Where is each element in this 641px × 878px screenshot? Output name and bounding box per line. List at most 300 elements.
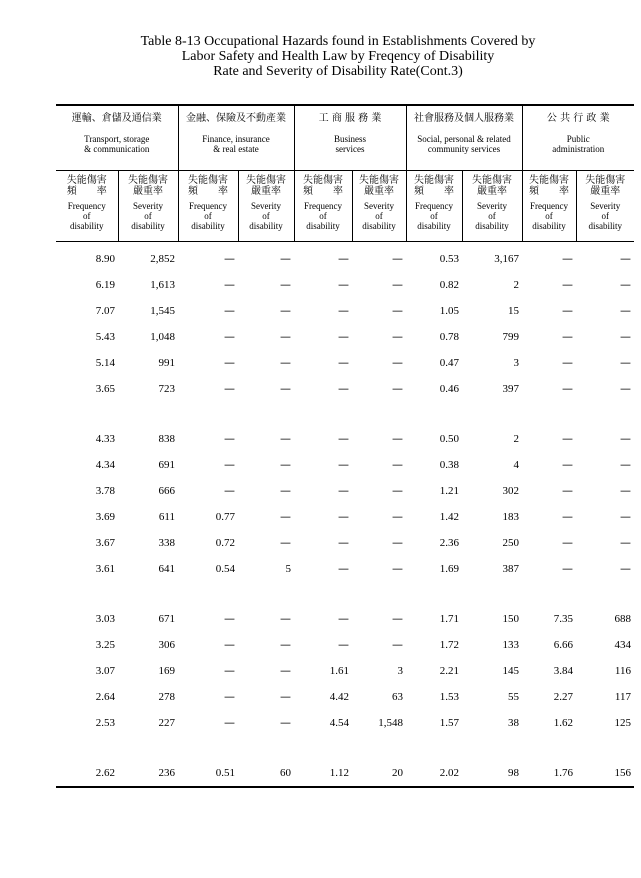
table-cell: 0.72 [215, 537, 235, 549]
table-cell: 0.51 [178, 760, 238, 787]
table-cell: — [280, 664, 291, 677]
table-cell: — [392, 536, 403, 549]
table-row [56, 242, 634, 273]
group-header-social [406, 105, 522, 171]
sub-en [354, 201, 405, 231]
table-row [56, 272, 634, 298]
table-row [56, 478, 634, 504]
table-cell: — [224, 484, 235, 497]
table-cell: — [224, 304, 235, 317]
table-cell: 63 [392, 691, 403, 703]
table-cell: 2,852 [150, 253, 175, 265]
table-cell: 169 [158, 665, 175, 677]
table-cell: 2.27 [553, 691, 573, 703]
sub-header-row [56, 171, 634, 242]
sub-en-line1: Severity [477, 201, 507, 211]
spacer-cell [462, 736, 522, 760]
table-cell: 60 [238, 760, 294, 787]
table-cell: 1.72 [439, 639, 459, 651]
table-row [56, 710, 634, 736]
table-row [56, 556, 634, 582]
table-cell: 0.82 [439, 279, 459, 291]
sub-zh-line2: 嚴重率 [133, 186, 163, 197]
table-cell: 117 [614, 691, 631, 703]
table-cell: — [224, 278, 235, 291]
sub-en-line1: Severity [590, 201, 621, 211]
group-en-line1: Business [333, 134, 366, 144]
table-cell: 8.90 [95, 253, 115, 265]
table-cell: — [392, 638, 403, 651]
table-row [56, 504, 634, 530]
table-cell: 0.77 [215, 511, 235, 523]
spacer-cell [294, 736, 352, 760]
table-cell: 799 [502, 331, 519, 343]
spacer-cell [238, 736, 294, 760]
group-en-line1: Transport, storage [84, 134, 150, 144]
table-cell: — [224, 356, 235, 369]
table-cell: 3.03 [95, 613, 115, 625]
sub-en-line3: disability [475, 221, 509, 231]
sub-en-line1: Frequency [189, 201, 227, 211]
sub-en-line2: of [601, 211, 609, 221]
table-cell: 1.69 [439, 563, 459, 575]
table-cell: 125 [614, 717, 631, 729]
sub-en [180, 201, 237, 231]
table-cell: — [620, 562, 631, 575]
spacer-cell [522, 402, 576, 426]
table-cell: — [620, 484, 631, 497]
table-cell: 2.02 [406, 760, 462, 787]
sub-zh [296, 175, 351, 197]
sub-en-line3: disability [131, 221, 165, 231]
table-cell: — [392, 252, 403, 265]
table-cell: 5 [285, 563, 291, 575]
table-cell: 641 [158, 563, 175, 575]
sub-en [408, 201, 461, 231]
table-cell: — [280, 510, 291, 523]
table-cell: — [392, 278, 403, 291]
group-header-transport [56, 105, 178, 171]
table-cell: — [338, 612, 349, 625]
table-row [56, 684, 634, 710]
table-cell: — [338, 252, 349, 265]
table-cell: 666 [158, 485, 175, 497]
table-cell: — [338, 356, 349, 369]
table-cell: 5.43 [95, 331, 115, 343]
table-cell: — [224, 690, 235, 703]
table-cell: 38 [508, 717, 519, 729]
sub-en [296, 201, 351, 231]
table-cell: 3.67 [95, 537, 115, 549]
sub-zh [120, 175, 177, 197]
table-cell: 1.05 [439, 305, 459, 317]
table-cell: — [620, 536, 631, 549]
table-cell: — [562, 382, 573, 395]
sub-en-line2: of [262, 211, 270, 221]
table-cell: 1.62 [553, 717, 573, 729]
sub-en-line1: Severity [364, 201, 394, 211]
group-en-line1: Finance, insurance [202, 134, 270, 144]
sub-zh [464, 175, 521, 197]
table-cell: 1.12 [294, 760, 352, 787]
sub-en-line2: of [545, 211, 553, 221]
spacer-cell [462, 582, 522, 606]
table-cell: — [280, 638, 291, 651]
spacer-cell [56, 402, 118, 426]
table-row [56, 426, 634, 452]
table-cell: — [280, 432, 291, 445]
table-cell: 611 [158, 511, 175, 523]
spacer-cell [352, 736, 406, 760]
spacer-cell [56, 736, 118, 760]
sub-en-line1: Frequency [415, 201, 453, 211]
title-line-2: Labor Safety and Health Law by Freqency of Disability [181, 49, 495, 64]
sub-zh-line1: 失能傷害 [128, 175, 168, 186]
table-cell: 0.53 [439, 253, 459, 265]
table-cell: 6.19 [95, 279, 115, 291]
table-cell: 3.69 [95, 511, 115, 523]
table-cell: — [280, 278, 291, 291]
severity-header [118, 171, 178, 242]
spacer-cell [238, 582, 294, 606]
sub-zh-line1: 失能傷害 [585, 175, 626, 186]
spacer-cell [352, 402, 406, 426]
table-cell: — [392, 432, 403, 445]
table-cell: 116 [614, 665, 631, 677]
table-cell: 1.21 [439, 485, 459, 497]
table-cell: 3.61 [95, 563, 115, 575]
table-cell: 2.62 [56, 760, 118, 787]
sub-zh-line2: 嚴重率 [590, 186, 621, 197]
table-cell: 1.53 [439, 691, 459, 703]
table-cell: — [224, 664, 235, 677]
table-cell: 4.33 [95, 433, 115, 445]
table-cell: 2 [513, 279, 519, 291]
sub-zh-line1: 失能傷害 [359, 175, 399, 186]
table-cell: 156 [576, 760, 634, 787]
table-cell: — [280, 252, 291, 265]
group-en [57, 134, 177, 154]
table-cell: 1,613 [150, 279, 175, 291]
table-cell: — [392, 458, 403, 471]
table-cell: — [224, 252, 235, 265]
spacer-cell [118, 736, 178, 760]
sub-zh-line2: 嚴重率 [251, 186, 281, 197]
table-cell: 1,548 [378, 717, 403, 729]
spacer-cell [576, 402, 634, 426]
sub-en [578, 201, 634, 231]
table-cell: — [338, 536, 349, 549]
spacer-cell [118, 402, 178, 426]
sub-en-line3: disability [191, 221, 225, 231]
table-cell: 15 [508, 305, 519, 317]
table-cell: — [620, 252, 631, 265]
table-cell: 2.53 [95, 717, 115, 729]
table-cell: 688 [614, 613, 631, 625]
sub-en-line3: disability [249, 221, 283, 231]
table-cell: 0.47 [439, 357, 459, 369]
group-en [296, 134, 405, 154]
table-cell: — [280, 382, 291, 395]
table-cell: — [224, 612, 235, 625]
severity-header [352, 171, 406, 242]
table-cell: — [280, 690, 291, 703]
table-cell: 3.78 [95, 485, 115, 497]
table-cell: — [280, 356, 291, 369]
table-cell: 133 [502, 639, 519, 651]
sub-en-line2: of [144, 211, 152, 221]
table-cell: — [562, 484, 573, 497]
group-en-line2: & real estate [213, 144, 259, 154]
table-cell: — [562, 562, 573, 575]
sub-zh-line1: 失能傷害 [188, 175, 228, 186]
table-cell: — [620, 330, 631, 343]
table-row [56, 298, 634, 324]
table-cell: — [280, 330, 291, 343]
table-cell: 991 [158, 357, 175, 369]
table-cell: 3 [397, 665, 403, 677]
table-row [56, 658, 634, 684]
table-cell: 434 [614, 639, 631, 651]
sub-en-line1: Severity [133, 201, 163, 211]
group-spacer-row [56, 582, 634, 606]
table-cell: — [280, 536, 291, 549]
table-cell: 397 [502, 383, 519, 395]
table-cell: — [224, 432, 235, 445]
spacer-cell [576, 736, 634, 760]
table-cell: — [620, 432, 631, 445]
table-cell: — [224, 330, 235, 343]
group-header-finance [178, 105, 294, 171]
table-cell: — [280, 612, 291, 625]
sub-en-line3: disability [362, 221, 396, 231]
table-row [56, 350, 634, 376]
table-cell: 2 [513, 433, 519, 445]
sub-en-line2: of [319, 211, 327, 221]
table-cell: — [562, 536, 573, 549]
table-cell: — [224, 638, 235, 651]
table-cell: — [338, 562, 349, 575]
group-en-line1: Social, personal & related [417, 134, 511, 144]
table-cell: 278 [158, 691, 175, 703]
spacer-cell [178, 582, 238, 606]
table-cell: 7.35 [553, 613, 573, 625]
spacer-cell [56, 582, 118, 606]
table-cell: 4.54 [329, 717, 349, 729]
table-cell: 7.07 [95, 305, 115, 317]
table-cell: 3.84 [553, 665, 573, 677]
table-row [56, 606, 634, 632]
table-cell: 236 [118, 760, 178, 787]
sub-en-line1: Frequency [304, 201, 342, 211]
table-cell: — [620, 356, 631, 369]
table-cell: 2.36 [439, 537, 459, 549]
table-cell: — [338, 278, 349, 291]
group-zh: 公 共 行 政 業 [546, 113, 610, 124]
table-cell: 1.57 [439, 717, 459, 729]
frequency-header [56, 171, 118, 242]
group-en [408, 134, 521, 154]
spacer-cell [462, 402, 522, 426]
sub-zh [57, 175, 117, 197]
table-cell: — [338, 484, 349, 497]
sub-en [524, 201, 575, 231]
sub-en-line3: disability [306, 221, 340, 231]
sub-zh-line1: 失能傷害 [529, 175, 569, 186]
table-cell: — [392, 484, 403, 497]
group-zh: 運輸、倉儲及通信業 [71, 113, 162, 124]
table-cell: 3.65 [95, 383, 115, 395]
sub-zh-line1: 失能傷害 [472, 175, 512, 186]
sub-en-line2: of [375, 211, 383, 221]
spacer-cell [178, 736, 238, 760]
table-row [56, 376, 634, 402]
sub-en [120, 201, 177, 231]
group-en-line2: community services [427, 144, 501, 154]
table-cell: 338 [158, 537, 175, 549]
hazard-table [56, 104, 634, 788]
table-cell: 302 [502, 485, 519, 497]
table-cell: 5.14 [95, 357, 115, 369]
sub-en-line2: of [430, 211, 438, 221]
table-cell: 387 [502, 563, 519, 575]
table-cell: 2.21 [439, 665, 459, 677]
sub-en [464, 201, 521, 231]
group-header-row [56, 105, 634, 171]
table-cell: 1.71 [439, 613, 459, 625]
sub-zh-line2: 頻 率 [414, 186, 454, 197]
table-cell: — [280, 304, 291, 317]
spacer-cell [522, 736, 576, 760]
sub-zh-line1: 失能傷害 [303, 175, 343, 186]
sub-zh [408, 175, 461, 197]
spacer-cell [406, 736, 462, 760]
table-cell: — [280, 484, 291, 497]
sub-en-line1: Severity [251, 201, 281, 211]
table-cell: 150 [502, 613, 519, 625]
table-cell: 0.46 [439, 383, 459, 395]
table-cell: — [562, 252, 573, 265]
table-cell: — [620, 278, 631, 291]
table-row [56, 452, 634, 478]
title-line-3: Rate and Severity of Disability Rate(Cont.3) [213, 64, 463, 79]
table-cell: — [562, 356, 573, 369]
table-cell: — [224, 716, 235, 729]
table-row [56, 760, 634, 787]
table-cell: — [620, 304, 631, 317]
table-cell: — [338, 330, 349, 343]
table-cell: 3.25 [95, 639, 115, 651]
group-en-line2: & communication [84, 144, 150, 154]
sub-zh-line2: 頻 率 [66, 186, 107, 197]
table-cell: 0.78 [439, 331, 459, 343]
table-cell: — [392, 356, 403, 369]
table-cell: — [562, 278, 573, 291]
table-cell: 3 [513, 357, 519, 369]
table-body [56, 242, 634, 788]
group-spacer-row [56, 736, 634, 760]
spacer-cell [406, 582, 462, 606]
table-cell: 227 [158, 717, 175, 729]
table-cell: — [338, 638, 349, 651]
group-zh: 社會服務及個人服務業 [414, 113, 514, 124]
spacer-cell [294, 402, 352, 426]
group-en-line1: Public [566, 134, 590, 144]
table-cell: 3,167 [494, 253, 519, 265]
table-cell: 691 [158, 459, 175, 471]
sub-zh-line2: 嚴重率 [364, 186, 394, 197]
spacer-cell [576, 582, 634, 606]
table-cell: 1.42 [439, 511, 459, 523]
sub-en-line1: Frequency [67, 201, 106, 211]
frequency-header [406, 171, 462, 242]
table-cell: — [338, 432, 349, 445]
table-cell: 0.38 [439, 459, 459, 471]
sub-zh-line2: 嚴重率 [477, 186, 507, 197]
sub-zh-line2: 頻 率 [529, 186, 569, 197]
sub-en-line3: disability [70, 221, 104, 231]
sub-en-line2: of [83, 211, 91, 221]
spacer-cell [352, 582, 406, 606]
sub-zh [354, 175, 405, 197]
table-cell: 723 [158, 383, 175, 395]
table-cell: 838 [158, 433, 175, 445]
sub-zh-line2: 頻 率 [303, 186, 343, 197]
table-cell: 671 [158, 613, 175, 625]
sub-zh [240, 175, 293, 197]
severity-header [238, 171, 294, 242]
table-cell: — [562, 432, 573, 445]
table-cell: 20 [352, 760, 406, 787]
table-cell: — [562, 304, 573, 317]
table-cell: 3.07 [95, 665, 115, 677]
table-cell: — [392, 562, 403, 575]
sub-zh-line1: 失能傷害 [66, 175, 107, 186]
table-cell: — [562, 510, 573, 523]
frequency-header [522, 171, 576, 242]
frequency-header [294, 171, 352, 242]
sub-zh-line1: 失能傷害 [414, 175, 454, 186]
table-cell: — [620, 458, 631, 471]
table-cell: 55 [508, 691, 519, 703]
spacer-cell [294, 582, 352, 606]
table-cell: 0.50 [439, 433, 459, 445]
table-cell: — [392, 612, 403, 625]
table-cell: 250 [502, 537, 519, 549]
table-cell: 4.34 [95, 459, 115, 471]
table-cell: 2.64 [95, 691, 115, 703]
spacer-cell [406, 402, 462, 426]
table-cell: — [338, 382, 349, 395]
table-cell: 145 [502, 665, 519, 677]
table-cell: 1.61 [329, 665, 349, 677]
spacer-cell [178, 402, 238, 426]
table-cell: — [620, 510, 631, 523]
sub-en-line3: disability [532, 221, 566, 231]
group-header-public [522, 105, 634, 171]
table-row [56, 632, 634, 658]
table-cell: — [224, 458, 235, 471]
table-cell: 6.66 [553, 639, 573, 651]
group-en-line2: services [335, 144, 365, 154]
table-cell: 98 [462, 760, 522, 787]
sub-zh [180, 175, 237, 197]
severity-header [576, 171, 634, 242]
table-row [56, 324, 634, 350]
sub-zh-line2: 頻 率 [188, 186, 228, 197]
table-cell: 306 [158, 639, 175, 651]
table-cell: 1.76 [522, 760, 576, 787]
